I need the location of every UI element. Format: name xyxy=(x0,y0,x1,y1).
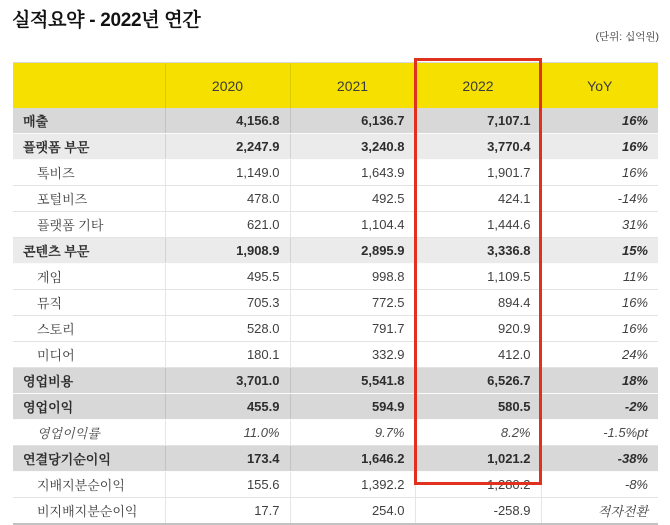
table-row-game xyxy=(13,264,658,290)
value-2021: 1,643.9 xyxy=(290,160,415,186)
value-2021: 998.8 xyxy=(290,264,415,290)
header-yoy: YoY xyxy=(541,63,658,109)
header-row xyxy=(13,63,658,109)
table-row-story xyxy=(13,316,658,342)
value-2020: 3,701.0 xyxy=(165,368,290,394)
value-2021: 594.9 xyxy=(290,394,415,420)
value-yoy: 24% xyxy=(541,342,658,368)
table-row-operating-margin xyxy=(13,420,658,446)
table-row-noncontrolling-interest-profit xyxy=(13,498,658,525)
row-label: 비지배지분순이익 xyxy=(13,498,165,525)
value-2021: 1,392.2 xyxy=(290,472,415,498)
value-2021: 5,541.8 xyxy=(290,368,415,394)
row-label: 포털비즈 xyxy=(13,186,165,212)
value-yoy: 11% xyxy=(541,264,658,290)
value-2020: 180.1 xyxy=(165,342,290,368)
value-2021: 254.0 xyxy=(290,498,415,525)
value-yoy: 16% xyxy=(541,108,658,134)
value-yoy: -1.5%pt xyxy=(541,420,658,446)
value-2021: 6,136.7 xyxy=(290,108,415,134)
value-2020: 1,908.9 xyxy=(165,238,290,264)
table-row-revenue xyxy=(13,108,658,134)
value-yoy: 16% xyxy=(541,160,658,186)
row-label: 플랫폼 기타 xyxy=(13,212,165,238)
value-2022: 580.5 xyxy=(415,394,541,420)
row-label: 콘텐츠 부문 xyxy=(13,238,165,264)
row-label: 영업이익 xyxy=(13,394,165,420)
value-2021: 2,895.9 xyxy=(290,238,415,264)
row-label: 미디어 xyxy=(13,342,165,368)
value-yoy: 16% xyxy=(541,290,658,316)
row-label: 연결당기순이익 xyxy=(13,446,165,472)
value-2022: 1,109.5 xyxy=(415,264,541,290)
value-2022: 920.9 xyxy=(415,316,541,342)
header-2021: 2021 xyxy=(290,63,415,109)
table-row-operating-expenses xyxy=(13,368,658,394)
results-table xyxy=(13,62,658,525)
value-2020: 4,156.8 xyxy=(165,108,290,134)
value-yoy: 18% xyxy=(541,368,658,394)
table-row-controlling-interest-profit xyxy=(13,472,658,498)
row-label: 플랫폼 부문 xyxy=(13,134,165,160)
header-empty xyxy=(13,63,165,109)
row-label: 뮤직 xyxy=(13,290,165,316)
value-2022: 8.2% xyxy=(415,420,541,446)
value-2020: 11.0% xyxy=(165,420,290,446)
page-title: 실적요약 - 2022년 연간 xyxy=(12,10,201,31)
value-yoy: 15% xyxy=(541,238,658,264)
table-row-platform-segment xyxy=(13,134,658,160)
row-label: 게임 xyxy=(13,264,165,290)
value-2021: 791.7 xyxy=(290,316,415,342)
table-row-media xyxy=(13,342,658,368)
value-yoy: -2% xyxy=(541,394,658,420)
value-2021: 332.9 xyxy=(290,342,415,368)
value-yoy: -8% xyxy=(541,472,658,498)
row-label: 스토리 xyxy=(13,316,165,342)
value-2020: 173.4 xyxy=(165,446,290,472)
value-2020: 705.3 xyxy=(165,290,290,316)
value-yoy: -14% xyxy=(541,186,658,212)
value-yoy: -38% xyxy=(541,446,658,472)
value-2021: 9.7% xyxy=(290,420,415,446)
value-2020: 455.9 xyxy=(165,394,290,420)
value-2021: 772.5 xyxy=(290,290,415,316)
value-yoy: 16% xyxy=(541,316,658,342)
unit-note: (단위: 십억원) xyxy=(595,31,659,43)
value-2022: 3,336.8 xyxy=(415,238,541,264)
row-label: 영업이익률 xyxy=(13,420,165,446)
value-2021: 3,240.8 xyxy=(290,134,415,160)
value-2020: 2,247.9 xyxy=(165,134,290,160)
table-row-operating-profit xyxy=(13,394,658,420)
table-row-portalbiz xyxy=(13,186,658,212)
results-table-wrapper xyxy=(13,62,658,525)
value-2022: 894.4 xyxy=(415,290,541,316)
table-row-talkbiz xyxy=(13,160,658,186)
value-2020: 478.0 xyxy=(165,186,290,212)
value-2022: 1,280.2 xyxy=(415,472,541,498)
value-2022: 1,444.6 xyxy=(415,212,541,238)
value-2022: 7,107.1 xyxy=(415,108,541,134)
value-2022: 412.0 xyxy=(415,342,541,368)
header-2022: 2022 xyxy=(415,63,541,109)
row-label: 영업비용 xyxy=(13,368,165,394)
value-2022: 3,770.4 xyxy=(415,134,541,160)
table-row-content-segment xyxy=(13,238,658,264)
value-2020: 528.0 xyxy=(165,316,290,342)
value-2022: 1,021.2 xyxy=(415,446,541,472)
row-label: 매출 xyxy=(13,108,165,134)
header-2020: 2020 xyxy=(165,63,290,109)
table-row-music xyxy=(13,290,658,316)
value-2020: 155.6 xyxy=(165,472,290,498)
value-2022: 1,901.7 xyxy=(415,160,541,186)
table-row-platform-other xyxy=(13,212,658,238)
value-yoy: 적자전환 xyxy=(541,498,658,525)
value-2020: 495.5 xyxy=(165,264,290,290)
value-2022: 6,526.7 xyxy=(415,368,541,394)
value-2021: 1,646.2 xyxy=(290,446,415,472)
table-row-consolidated-net-profit xyxy=(13,446,658,472)
value-2021: 1,104.4 xyxy=(290,212,415,238)
row-label: 지배지분순이익 xyxy=(13,472,165,498)
value-2020: 17.7 xyxy=(165,498,290,525)
value-2020: 621.0 xyxy=(165,212,290,238)
row-label: 톡비즈 xyxy=(13,160,165,186)
value-2022: 424.1 xyxy=(415,186,541,212)
value-2020: 1,149.0 xyxy=(165,160,290,186)
value-yoy: 16% xyxy=(541,134,658,160)
value-2021: 492.5 xyxy=(290,186,415,212)
value-yoy: 31% xyxy=(541,212,658,238)
value-2022: -258.9 xyxy=(415,498,541,525)
